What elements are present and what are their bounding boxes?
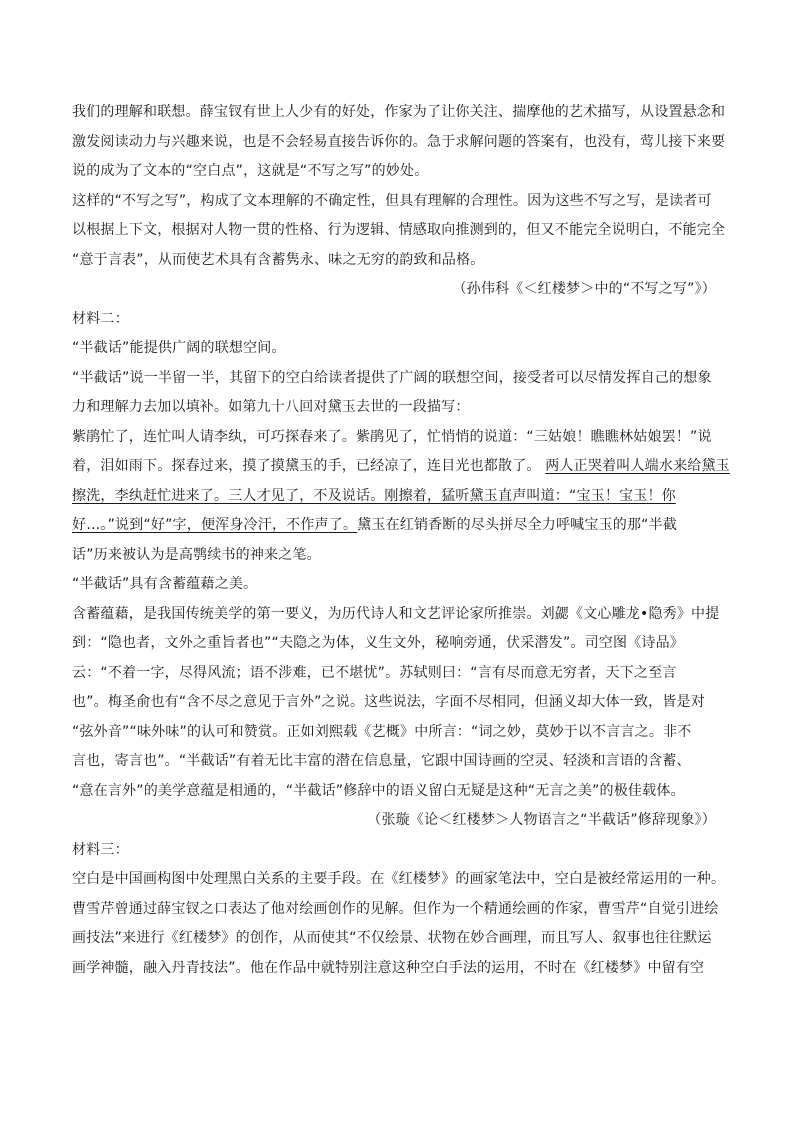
- underlined-passage: 两人正哭着叫人端水来给黛玉: [545, 458, 730, 474]
- citation-2: （张璇《论＜红楼梦＞人物语言之“半截话”修辞现象》）: [367, 812, 716, 828]
- text-line: 这样的“不写之写”，构成了文本理解的不确定性，但具有理解的合理性。因为这些不写之写，是读者可: [72, 192, 712, 209]
- text-line: “意在言外”的美学意蕴是相通的，“半截话”修辞中的语义留白无疑是这种“无言之美”的极佳载体。: [72, 782, 685, 799]
- text-segment: 着，泪如雨下。探春过来，摸了摸黛玉的手，已经凉了，连目光也都散了。: [72, 458, 541, 474]
- text-line: 曹雪芹曾通过薛宝钗之口表达了他对绘画创作的见解。但作为一个精通绘画的作家，曹雪芹“自觉引进绘: [72, 900, 719, 917]
- document-page: [72, 98, 730, 983]
- text-line: 云：“不着一字，尽得风流；语不涉难，已不堪忧”。苏轼则曰：“言有尽而意无穷者，天下之至言: [72, 664, 677, 681]
- text-segment: 黛玉在红销香断的尽头拼尽全力呼喊宝玉的那“半截: [357, 517, 678, 533]
- text-line: “半截话”能提供广阔的联想空间。: [72, 340, 286, 356]
- citation-1: （孙伟科《＜红楼梦＞中的“不写之写”》）: [452, 281, 716, 297]
- text-line: “半截话”说一半留一半，其留下的空白给读者提供了广阔的联想空间，接受者可以尽情发挥自己的想象: [72, 369, 712, 386]
- text-line: 空白是中国画构图中处理黑白关系的主要手段。在《红楼梦》的画家笔法中，空白是被经常运用的一种。: [72, 871, 726, 887]
- text-line: 力和理解力去加以填补。如第九十八回对黛玉去世的一段描写：: [72, 399, 470, 415]
- text-line: “意于言表”，从而使艺术具有含蓄隽永、味之无穷的韵致和品格。: [72, 251, 485, 268]
- text-line: 画学神髓，融入丹青技法”。他在作品中就特别注意这种空白手法的运用，不时在《红楼梦》中留有空: [72, 959, 705, 976]
- text-line: 也”。梅圣俞也有“含不尽之意见于言外”之说。这些说法，字面不尽相同，但涵义却大体一致，皆是对: [72, 694, 705, 710]
- text-line: 画技法”来进行《红楼梦》的创作，从而使其“不仅绘景、状物在妙合画理，而且写人、叙事也往往默运: [72, 930, 712, 946]
- underlined-passage: 擦洗，李纨赶忙进来了。三人才见了，不及说话。刚擦着，猛听黛玉直声叫道：“宝玉！宝玉！你: [72, 487, 676, 504]
- text-line: 言也，寄言也”。“半截话”有着无比丰富的潜在信息量，它跟中国诗画的空灵、轻淡和言语的含蓄、: [72, 753, 691, 769]
- section-heading-material-2: 材料二：: [72, 310, 129, 327]
- text-line: 紫鹃忙了，连忙叫人请李纨，可巧探春来了。紫鹃见了，忙悄悄的说道：“三姑娘！瞧瞧林姑娘罢！”说: [72, 428, 712, 445]
- text-line: 到：“隐也者，文外之重旨者也”“夫隐之为体，义生文外，秘响旁通，伏采潜发”。司空图《诗品》: [72, 635, 685, 651]
- text-line: 话”历来被认为是高鹗续书的神来之笔。: [72, 546, 321, 563]
- text-line: 以根据上下文，根据对人物一贯的性格、行为逻辑、情感取向推测到的，但又不能完全说明白，不能完全: [72, 222, 726, 238]
- text-line: “半截话”具有含蓄蕴藉之美。: [72, 576, 258, 592]
- text-line: [72, 452, 730, 482]
- text-line: “弦外音”“味外味”的认可和赞赏。正如刘熙载《艺概》中所言：“词之妙，莫妙于以不言言之。非不: [72, 723, 692, 740]
- text-line: 说的成为了文本的“空白点”，这就是“不写之写”的妙处。: [72, 163, 429, 179]
- text-line: 激发阅读动力与兴趣来说，也是不会轻易直接告诉你的。急于求解问题的答案有，也没有，莺儿接下来要: [72, 133, 726, 150]
- underlined-passage: 好…。”说到“好”字，便浑身冷汗，不作声了。: [72, 517, 358, 533]
- text-line: [72, 511, 724, 541]
- text-line: 我们的理解和联想。薛宝钗有世上人少有的好处，作家为了让你关注、揣摩他的艺术描写，从设置悬念和: [72, 104, 726, 120]
- section-heading-material-3: 材料三：: [72, 841, 129, 858]
- text-line: 含蓄蕴藉，是我国传统美学的第一要义，为历代诗人和文艺评论家所推崇。刘勰《文心雕龙•隐秀》中提: [72, 605, 720, 622]
